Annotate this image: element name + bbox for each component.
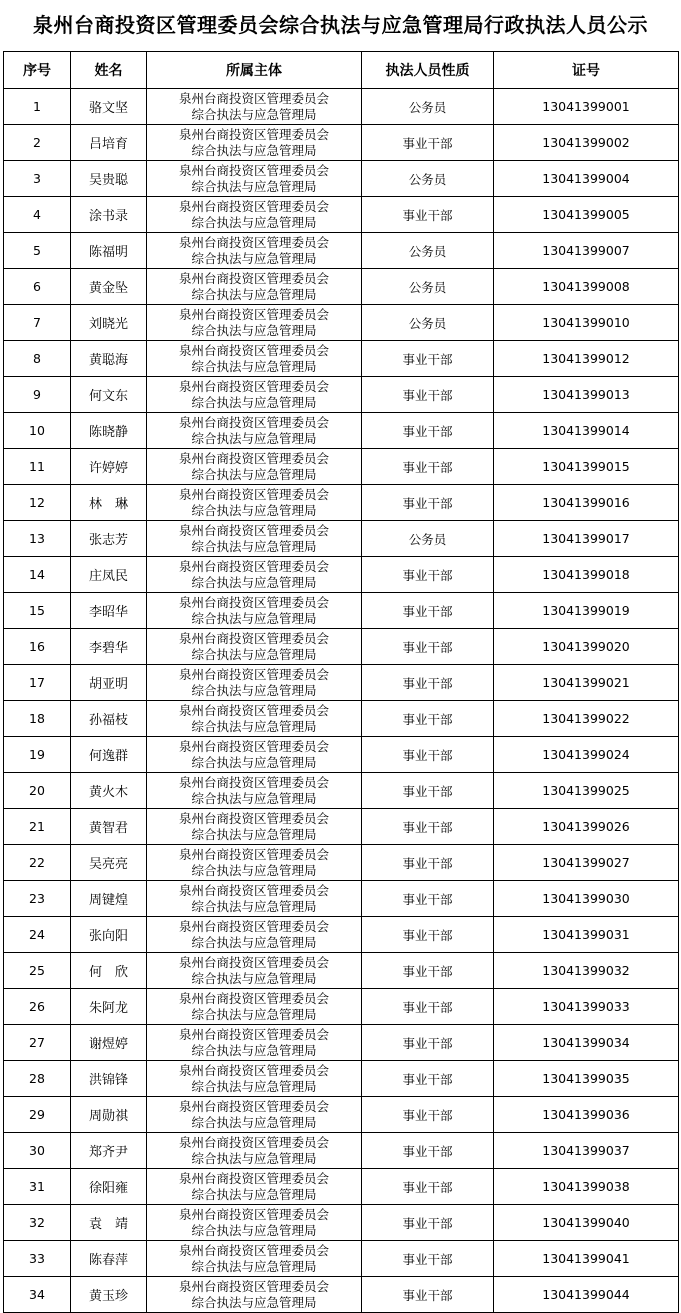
cell-number: 10 bbox=[4, 413, 71, 449]
organization-line-2: 综合执法与应急管理局 bbox=[191, 286, 317, 302]
cell-organization bbox=[147, 1025, 362, 1061]
organization-line-2: 综合执法与应急管理局 bbox=[191, 142, 317, 158]
cell-number: 20 bbox=[4, 773, 71, 809]
organization-line-1: 泉州台商投资区管理委员会 bbox=[178, 630, 329, 646]
organization-line-1: 泉州台商投资区管理委员会 bbox=[178, 450, 329, 466]
table-row bbox=[4, 665, 679, 701]
cell-certificate-number: 13041399019 bbox=[494, 593, 679, 629]
organization-line-1: 泉州台商投资区管理委员会 bbox=[178, 1062, 329, 1078]
organization-line-2: 综合执法与应急管理局 bbox=[191, 826, 317, 842]
cell-personnel-type: 事业干部 bbox=[362, 1205, 494, 1241]
cell-personnel-type: 事业干部 bbox=[362, 737, 494, 773]
cell-organization bbox=[147, 1241, 362, 1277]
cell-number: 31 bbox=[4, 1169, 71, 1205]
cell-organization bbox=[147, 557, 362, 593]
organization-line-1: 泉州台商投资区管理委员会 bbox=[178, 1206, 329, 1222]
table-row bbox=[4, 305, 679, 341]
cell-personnel-type: 公务员 bbox=[362, 161, 494, 197]
cell-certificate-number: 13041399012 bbox=[494, 341, 679, 377]
cell-name: 庄凤民 bbox=[71, 557, 147, 593]
cell-name: 刘晓光 bbox=[71, 305, 147, 341]
cell-personnel-type: 事业干部 bbox=[362, 773, 494, 809]
organization-line-2: 综合执法与应急管理局 bbox=[191, 610, 317, 626]
cell-organization bbox=[147, 161, 362, 197]
cell-organization bbox=[147, 377, 362, 413]
organization-line-1: 泉州台商投资区管理委员会 bbox=[178, 1278, 329, 1294]
cell-personnel-type: 事业干部 bbox=[362, 1061, 494, 1097]
cell-certificate-number: 13041399020 bbox=[494, 629, 679, 665]
cell-organization bbox=[147, 593, 362, 629]
cell-number: 11 bbox=[4, 449, 71, 485]
cell-organization bbox=[147, 1061, 362, 1097]
cell-organization bbox=[147, 233, 362, 269]
cell-name: 郑齐尹 bbox=[71, 1133, 147, 1169]
organization-line-1: 泉州台商投资区管理委员会 bbox=[178, 522, 329, 538]
cell-personnel-type: 事业干部 bbox=[362, 1025, 494, 1061]
table-row bbox=[4, 197, 679, 233]
table-row bbox=[4, 629, 679, 665]
cell-personnel-type: 事业干部 bbox=[362, 1169, 494, 1205]
organization-line-1: 泉州台商投资区管理委员会 bbox=[178, 486, 329, 502]
table-row bbox=[4, 737, 679, 773]
organization-line-2: 综合执法与应急管理局 bbox=[191, 1258, 317, 1274]
organization-line-1: 泉州台商投资区管理委员会 bbox=[178, 666, 329, 682]
cell-certificate-number: 13041399038 bbox=[494, 1169, 679, 1205]
cell-personnel-type: 事业干部 bbox=[362, 341, 494, 377]
table-row bbox=[4, 161, 679, 197]
cell-organization bbox=[147, 197, 362, 233]
cell-name: 李碧华 bbox=[71, 629, 147, 665]
table-row bbox=[4, 1205, 679, 1241]
cell-name: 黄聪海 bbox=[71, 341, 147, 377]
table-row bbox=[4, 809, 679, 845]
cell-personnel-type: 事业干部 bbox=[362, 125, 494, 161]
table-row bbox=[4, 1169, 679, 1205]
cell-certificate-number: 13041399035 bbox=[494, 1061, 679, 1097]
cell-number: 14 bbox=[4, 557, 71, 593]
organization-line-1: 泉州台商投资区管理委员会 bbox=[178, 954, 329, 970]
organization-line-2: 综合执法与应急管理局 bbox=[191, 502, 317, 518]
organization-line-2: 综合执法与应急管理局 bbox=[191, 970, 317, 986]
header-name: 姓名 bbox=[71, 52, 147, 89]
cell-organization bbox=[147, 449, 362, 485]
cell-certificate-number: 13041399014 bbox=[494, 413, 679, 449]
cell-personnel-type: 事业干部 bbox=[362, 917, 494, 953]
cell-personnel-type: 公务员 bbox=[362, 269, 494, 305]
cell-name: 何逸群 bbox=[71, 737, 147, 773]
cell-certificate-number: 13041399021 bbox=[494, 665, 679, 701]
cell-personnel-type: 事业干部 bbox=[362, 1133, 494, 1169]
table-row bbox=[4, 1097, 679, 1133]
cell-number: 13 bbox=[4, 521, 71, 557]
cell-personnel-type: 事业干部 bbox=[362, 377, 494, 413]
cell-number: 7 bbox=[4, 305, 71, 341]
organization-line-1: 泉州台商投资区管理委员会 bbox=[178, 702, 329, 718]
cell-certificate-number: 13041399031 bbox=[494, 917, 679, 953]
table-row bbox=[4, 953, 679, 989]
organization-line-1: 泉州台商投资区管理委员会 bbox=[178, 846, 329, 862]
table-row bbox=[4, 413, 679, 449]
cell-name: 黄金坠 bbox=[71, 269, 147, 305]
cell-personnel-type: 事业干部 bbox=[362, 845, 494, 881]
cell-certificate-number: 13041399001 bbox=[494, 89, 679, 125]
cell-number: 16 bbox=[4, 629, 71, 665]
cell-number: 29 bbox=[4, 1097, 71, 1133]
cell-organization bbox=[147, 485, 362, 521]
organization-line-1: 泉州台商投资区管理委员会 bbox=[178, 90, 329, 106]
table-row bbox=[4, 557, 679, 593]
cell-name: 骆文坚 bbox=[71, 89, 147, 125]
cell-personnel-type: 事业干部 bbox=[362, 701, 494, 737]
organization-line-1: 泉州台商投资区管理委员会 bbox=[178, 378, 329, 394]
cell-number: 19 bbox=[4, 737, 71, 773]
organization-line-2: 综合执法与应急管理局 bbox=[191, 646, 317, 662]
cell-organization bbox=[147, 665, 362, 701]
organization-line-2: 综合执法与应急管理局 bbox=[191, 574, 317, 590]
organization-line-2: 综合执法与应急管理局 bbox=[191, 934, 317, 950]
header-organization: 所属主体 bbox=[147, 52, 362, 89]
organization-line-2: 综合执法与应急管理局 bbox=[191, 466, 317, 482]
cell-name: 陈晓静 bbox=[71, 413, 147, 449]
organization-line-1: 泉州台商投资区管理委员会 bbox=[178, 558, 329, 574]
cell-organization bbox=[147, 917, 362, 953]
organization-line-1: 泉州台商投资区管理委员会 bbox=[178, 990, 329, 1006]
cell-organization bbox=[147, 737, 362, 773]
cell-certificate-number: 13041399027 bbox=[494, 845, 679, 881]
organization-line-2: 综合执法与应急管理局 bbox=[191, 1078, 317, 1094]
table-row bbox=[4, 1061, 679, 1097]
organization-line-2: 综合执法与应急管理局 bbox=[191, 358, 317, 374]
cell-number: 30 bbox=[4, 1133, 71, 1169]
cell-personnel-type: 事业干部 bbox=[362, 485, 494, 521]
cell-number: 6 bbox=[4, 269, 71, 305]
cell-number: 33 bbox=[4, 1241, 71, 1277]
organization-line-2: 综合执法与应急管理局 bbox=[191, 1114, 317, 1130]
cell-number: 8 bbox=[4, 341, 71, 377]
organization-line-2: 综合执法与应急管理局 bbox=[191, 1042, 317, 1058]
organization-line-2: 综合执法与应急管理局 bbox=[191, 862, 317, 878]
cell-number: 24 bbox=[4, 917, 71, 953]
table-row bbox=[4, 377, 679, 413]
cell-personnel-type: 事业干部 bbox=[362, 1097, 494, 1133]
cell-number: 17 bbox=[4, 665, 71, 701]
table-body bbox=[4, 89, 679, 1313]
table-row bbox=[4, 1025, 679, 1061]
cell-personnel-type: 事业干部 bbox=[362, 953, 494, 989]
cell-number: 21 bbox=[4, 809, 71, 845]
cell-name: 袁 靖 bbox=[71, 1205, 147, 1241]
table-row bbox=[4, 593, 679, 629]
cell-name: 谢煜婷 bbox=[71, 1025, 147, 1061]
cell-name: 洪锦锋 bbox=[71, 1061, 147, 1097]
cell-organization bbox=[147, 809, 362, 845]
organization-line-1: 泉州台商投资区管理委员会 bbox=[178, 342, 329, 358]
cell-name: 陈春萍 bbox=[71, 1241, 147, 1277]
cell-number: 27 bbox=[4, 1025, 71, 1061]
header-personnel-type: 执法人员性质 bbox=[362, 52, 494, 89]
organization-line-1: 泉州台商投资区管理委员会 bbox=[178, 882, 329, 898]
cell-organization bbox=[147, 521, 362, 557]
organization-line-1: 泉州台商投资区管理委员会 bbox=[178, 306, 329, 322]
cell-name: 何文东 bbox=[71, 377, 147, 413]
cell-personnel-type: 公务员 bbox=[362, 521, 494, 557]
cell-personnel-type: 公务员 bbox=[362, 89, 494, 125]
cell-number: 28 bbox=[4, 1061, 71, 1097]
cell-number: 3 bbox=[4, 161, 71, 197]
cell-certificate-number: 13041399018 bbox=[494, 557, 679, 593]
table-row bbox=[4, 521, 679, 557]
cell-certificate-number: 13041399037 bbox=[494, 1133, 679, 1169]
organization-line-2: 综合执法与应急管理局 bbox=[191, 1006, 317, 1022]
table-row bbox=[4, 89, 679, 125]
organization-line-2: 综合执法与应急管理局 bbox=[191, 538, 317, 554]
cell-organization bbox=[147, 701, 362, 737]
organization-line-1: 泉州台商投资区管理委员会 bbox=[178, 810, 329, 826]
cell-name: 黄火木 bbox=[71, 773, 147, 809]
cell-organization bbox=[147, 953, 362, 989]
cell-certificate-number: 13041399010 bbox=[494, 305, 679, 341]
organization-line-2: 综合执法与应急管理局 bbox=[191, 898, 317, 914]
cell-organization bbox=[147, 881, 362, 917]
cell-name: 黄智君 bbox=[71, 809, 147, 845]
cell-number: 9 bbox=[4, 377, 71, 413]
organization-line-2: 综合执法与应急管理局 bbox=[191, 394, 317, 410]
cell-organization bbox=[147, 1205, 362, 1241]
table-row bbox=[4, 989, 679, 1025]
table-row bbox=[4, 1241, 679, 1277]
cell-number: 1 bbox=[4, 89, 71, 125]
cell-personnel-type: 事业干部 bbox=[362, 1241, 494, 1277]
cell-certificate-number: 13041399017 bbox=[494, 521, 679, 557]
organization-line-2: 综合执法与应急管理局 bbox=[191, 1150, 317, 1166]
cell-certificate-number: 13041399036 bbox=[494, 1097, 679, 1133]
cell-number: 23 bbox=[4, 881, 71, 917]
cell-certificate-number: 13041399032 bbox=[494, 953, 679, 989]
organization-line-2: 综合执法与应急管理局 bbox=[191, 1186, 317, 1202]
organization-line-1: 泉州台商投资区管理委员会 bbox=[178, 270, 329, 286]
table-row bbox=[4, 701, 679, 737]
table-row bbox=[4, 341, 679, 377]
cell-personnel-type: 公务员 bbox=[362, 305, 494, 341]
organization-line-1: 泉州台商投资区管理委员会 bbox=[178, 774, 329, 790]
cell-certificate-number: 13041399015 bbox=[494, 449, 679, 485]
cell-number: 26 bbox=[4, 989, 71, 1025]
cell-number: 22 bbox=[4, 845, 71, 881]
organization-line-1: 泉州台商投资区管理委员会 bbox=[178, 918, 329, 934]
cell-organization bbox=[147, 305, 362, 341]
cell-number: 5 bbox=[4, 233, 71, 269]
cell-name: 林 琳 bbox=[71, 485, 147, 521]
organization-line-1: 泉州台商投资区管理委员会 bbox=[178, 234, 329, 250]
organization-line-2: 综合执法与应急管理局 bbox=[191, 250, 317, 266]
cell-certificate-number: 13041399044 bbox=[494, 1277, 679, 1313]
cell-name: 周勋祺 bbox=[71, 1097, 147, 1133]
table-row bbox=[4, 773, 679, 809]
organization-line-2: 综合执法与应急管理局 bbox=[191, 682, 317, 698]
organization-line-1: 泉州台商投资区管理委员会 bbox=[178, 738, 329, 754]
header-number: 序号 bbox=[4, 52, 71, 89]
cell-personnel-type: 事业干部 bbox=[362, 989, 494, 1025]
cell-personnel-type: 事业干部 bbox=[362, 413, 494, 449]
organization-line-1: 泉州台商投资区管理委员会 bbox=[178, 1098, 329, 1114]
organization-line-2: 综合执法与应急管理局 bbox=[191, 430, 317, 446]
cell-personnel-type: 公务员 bbox=[362, 233, 494, 269]
table-row bbox=[4, 1277, 679, 1313]
organization-line-2: 综合执法与应急管理局 bbox=[191, 322, 317, 338]
cell-personnel-type: 事业干部 bbox=[362, 809, 494, 845]
organization-line-1: 泉州台商投资区管理委员会 bbox=[178, 1242, 329, 1258]
organization-line-1: 泉州台商投资区管理委员会 bbox=[178, 1170, 329, 1186]
cell-name: 何 欣 bbox=[71, 953, 147, 989]
cell-number: 34 bbox=[4, 1277, 71, 1313]
cell-personnel-type: 事业干部 bbox=[362, 1277, 494, 1313]
cell-number: 4 bbox=[4, 197, 71, 233]
cell-certificate-number: 13041399034 bbox=[494, 1025, 679, 1061]
organization-line-1: 泉州台商投资区管理委员会 bbox=[178, 1134, 329, 1150]
cell-personnel-type: 事业干部 bbox=[362, 449, 494, 485]
cell-name: 胡亚明 bbox=[71, 665, 147, 701]
organization-line-1: 泉州台商投资区管理委员会 bbox=[178, 162, 329, 178]
cell-name: 朱阿龙 bbox=[71, 989, 147, 1025]
organization-line-2: 综合执法与应急管理局 bbox=[191, 790, 317, 806]
cell-name: 黄玉珍 bbox=[71, 1277, 147, 1313]
table-row bbox=[4, 233, 679, 269]
cell-certificate-number: 13041399004 bbox=[494, 161, 679, 197]
page-title: 泉州台商投资区管理委员会综合执法与应急管理局行政执法人员公示 bbox=[33, 13, 648, 37]
cell-organization bbox=[147, 1133, 362, 1169]
cell-name: 涂书录 bbox=[71, 197, 147, 233]
cell-name: 陈福明 bbox=[71, 233, 147, 269]
cell-certificate-number: 13041399022 bbox=[494, 701, 679, 737]
cell-number: 18 bbox=[4, 701, 71, 737]
cell-organization bbox=[147, 629, 362, 665]
cell-organization bbox=[147, 1169, 362, 1205]
cell-organization bbox=[147, 845, 362, 881]
organization-line-2: 综合执法与应急管理局 bbox=[191, 178, 317, 194]
table-row bbox=[4, 269, 679, 305]
table-row bbox=[4, 125, 679, 161]
cell-name: 周键煌 bbox=[71, 881, 147, 917]
table-header-row bbox=[4, 52, 679, 89]
organization-line-1: 泉州台商投资区管理委员会 bbox=[178, 414, 329, 430]
organization-line-2: 综合执法与应急管理局 bbox=[191, 718, 317, 734]
cell-name: 吕培育 bbox=[71, 125, 147, 161]
cell-name: 张志芳 bbox=[71, 521, 147, 557]
organization-line-2: 综合执法与应急管理局 bbox=[191, 1294, 317, 1310]
organization-line-1: 泉州台商投资区管理委员会 bbox=[178, 1026, 329, 1042]
personnel-table bbox=[3, 51, 679, 1313]
cell-certificate-number: 13041399005 bbox=[494, 197, 679, 233]
cell-certificate-number: 13041399013 bbox=[494, 377, 679, 413]
organization-line-1: 泉州台商投资区管理委员会 bbox=[178, 198, 329, 214]
cell-certificate-number: 13041399030 bbox=[494, 881, 679, 917]
cell-organization bbox=[147, 1097, 362, 1133]
cell-certificate-number: 13041399008 bbox=[494, 269, 679, 305]
cell-certificate-number: 13041399041 bbox=[494, 1241, 679, 1277]
cell-certificate-number: 13041399033 bbox=[494, 989, 679, 1025]
cell-personnel-type: 事业干部 bbox=[362, 665, 494, 701]
cell-certificate-number: 13041399007 bbox=[494, 233, 679, 269]
table-row bbox=[4, 917, 679, 953]
cell-organization bbox=[147, 125, 362, 161]
cell-name: 孙福枝 bbox=[71, 701, 147, 737]
cell-organization bbox=[147, 89, 362, 125]
cell-personnel-type: 事业干部 bbox=[362, 197, 494, 233]
cell-certificate-number: 13041399025 bbox=[494, 773, 679, 809]
organization-line-1: 泉州台商投资区管理委员会 bbox=[178, 594, 329, 610]
table-row bbox=[4, 1133, 679, 1169]
cell-organization bbox=[147, 1277, 362, 1313]
organization-line-2: 综合执法与应急管理局 bbox=[191, 754, 317, 770]
cell-organization bbox=[147, 341, 362, 377]
cell-personnel-type: 事业干部 bbox=[362, 593, 494, 629]
table-row bbox=[4, 485, 679, 521]
header-certificate-number: 证号 bbox=[494, 52, 679, 89]
cell-certificate-number: 13041399002 bbox=[494, 125, 679, 161]
table-row bbox=[4, 449, 679, 485]
table-row bbox=[4, 845, 679, 881]
organization-line-2: 综合执法与应急管理局 bbox=[191, 106, 317, 122]
cell-organization bbox=[147, 413, 362, 449]
organization-line-2: 综合执法与应急管理局 bbox=[191, 1222, 317, 1238]
cell-number: 2 bbox=[4, 125, 71, 161]
cell-number: 32 bbox=[4, 1205, 71, 1241]
cell-number: 12 bbox=[4, 485, 71, 521]
cell-name: 许婷婷 bbox=[71, 449, 147, 485]
cell-name: 张向阳 bbox=[71, 917, 147, 953]
cell-personnel-type: 事业干部 bbox=[362, 629, 494, 665]
cell-personnel-type: 事业干部 bbox=[362, 557, 494, 593]
cell-organization bbox=[147, 773, 362, 809]
cell-number: 25 bbox=[4, 953, 71, 989]
cell-name: 吴亮亮 bbox=[71, 845, 147, 881]
cell-name: 徐阳雍 bbox=[71, 1169, 147, 1205]
cell-number: 15 bbox=[4, 593, 71, 629]
cell-certificate-number: 13041399026 bbox=[494, 809, 679, 845]
organization-line-2: 综合执法与应急管理局 bbox=[191, 214, 317, 230]
table-row bbox=[4, 881, 679, 917]
cell-certificate-number: 13041399040 bbox=[494, 1205, 679, 1241]
cell-organization bbox=[147, 989, 362, 1025]
organization-line-1: 泉州台商投资区管理委员会 bbox=[178, 126, 329, 142]
cell-personnel-type: 事业干部 bbox=[362, 881, 494, 917]
cell-name: 李昭华 bbox=[71, 593, 147, 629]
cell-certificate-number: 13041399016 bbox=[494, 485, 679, 521]
cell-name: 吴贵聪 bbox=[71, 161, 147, 197]
cell-organization bbox=[147, 269, 362, 305]
cell-certificate-number: 13041399024 bbox=[494, 737, 679, 773]
